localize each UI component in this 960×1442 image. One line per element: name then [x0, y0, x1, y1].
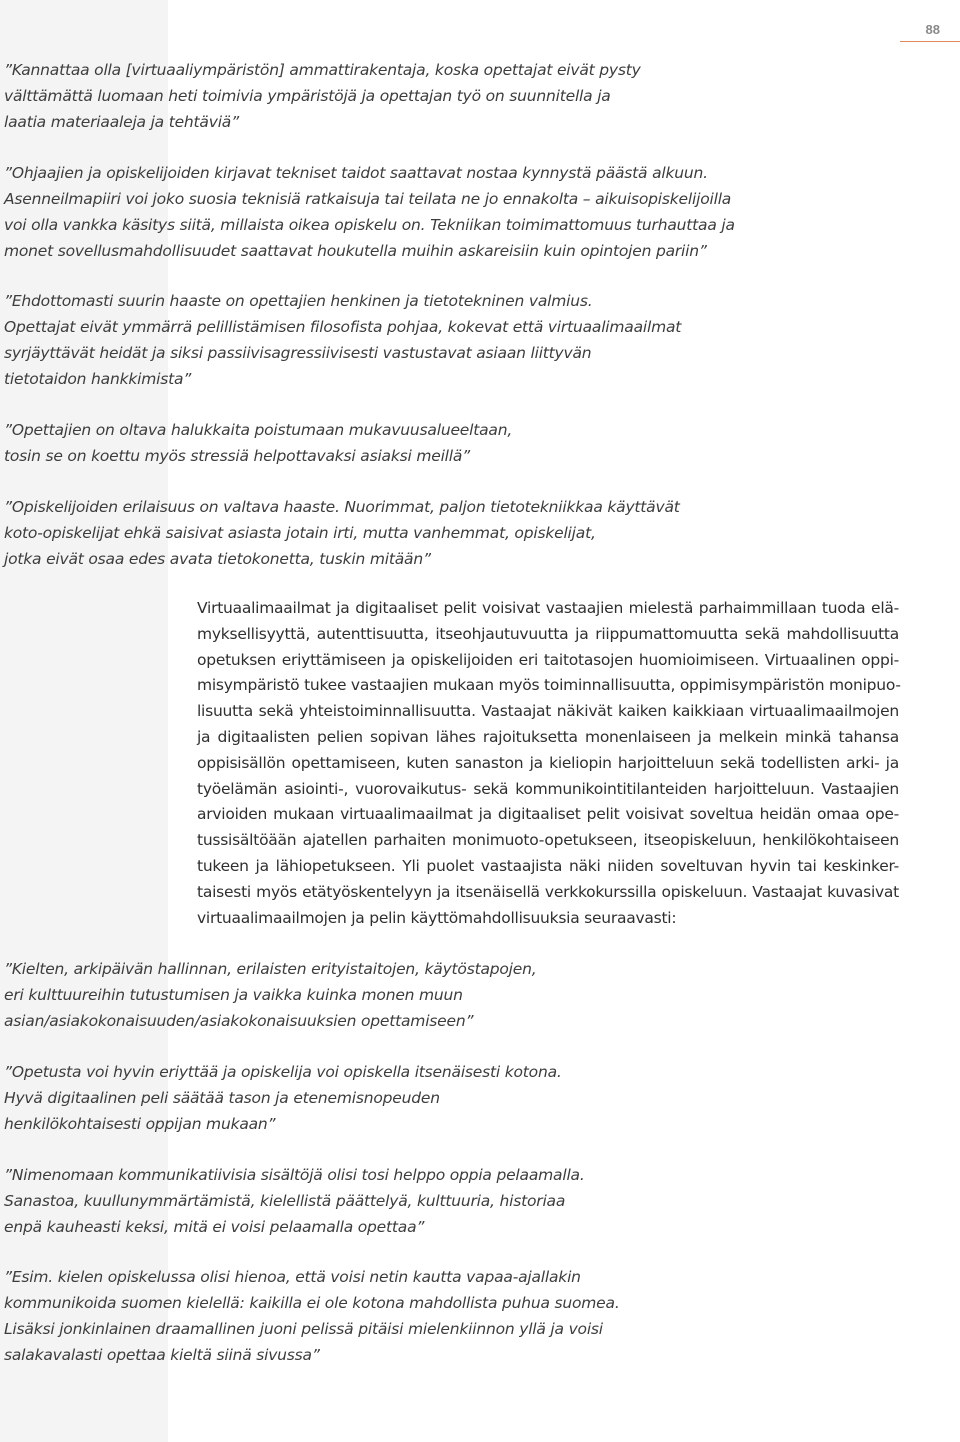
quote-block [4, 1059, 562, 1137]
quote-block [4, 417, 512, 469]
body-line: ja digitaalisten pelien sopivan lähes rajoituksetta monenlaiseen ja melkein minkä tahansa [197, 727, 899, 746]
quote-line: ”Nimenomaan kommunikatiivisia sisältöjä olisi tosi helppo oppia pelaamalla. [4, 1166, 585, 1184]
body-line: työelämän asiointi-, vuorovaikutus- sekä kommunikointitilanteiden harjoitteluun. Vastaajien [197, 779, 899, 798]
quote-line: enpä kauheasti keksi, mitä ei voisi pelaamalla opettaa” [4, 1218, 425, 1236]
quote-line: tietotaidon hankkimista” [4, 370, 192, 388]
page-number-rule [900, 41, 960, 42]
body-line: oppisisällön opettamiseen, kuten sanaston ja kieliopin harjoitteluun sekä todellisten arki- ja [197, 753, 899, 772]
body-paragraph [197, 596, 899, 931]
page-number: 88 [925, 22, 940, 37]
quote-line: syrjäyttävät heidät ja siksi passiivisagressiivisesti vastustavat asiaan liittyvän [4, 344, 592, 362]
quote-line: kommunikoida suomen kielellä: kaikilla ei ole kotona mahdollista puhua suomea. [4, 1294, 620, 1312]
quote-line: ”Kielten, arkipäivän hallinnan, erilaisten erityistaitojen, käytöstapojen, [4, 960, 537, 978]
quote-block [4, 160, 735, 264]
quote-line: välttämättä luomaan heti toimivia ympäristöjä ja opettajan työ on suunnitella ja [4, 87, 611, 105]
quote-line: ”Opetusta voi hyvin eriyttää ja opiskelija voi opiskella itsenäisesti kotona. [4, 1063, 562, 1081]
quote-line: Sanastoa, kuullunymmärtämistä, kielellistä päättelyä, kulttuuria, historiaa [4, 1192, 566, 1210]
quote-line: laatia materiaaleja ja tehtäviä” [4, 113, 239, 131]
quote-block [4, 1264, 620, 1368]
quote-line: asian/asiakokonaisuuden/asiakokonaisuuksien opettamiseen” [4, 1012, 474, 1030]
body-line: tussisältöään ajatellen parhaiten monimuoto-opetukseen, itseopiskeluun, henkilökohtaiseen [197, 831, 899, 850]
quote-line: ”Ohjaajien ja opiskelijoiden kirjavat tekniset taidot saattavat nostaa kynnystä päästä alkuun. [4, 164, 708, 182]
quote-line: ”Esim. kielen opiskelussa olisi hienoa, että voisi netin kautta vapaa-ajallakin [4, 1268, 581, 1286]
quote-line: Hyvä digitaalinen peli säätää tason ja etenemisnopeuden [4, 1089, 440, 1107]
body-line: tukeen ja lähiopetukseen. Yli puolet vastaajista näki niiden soveltuvan hyvin tai keskinker- [197, 856, 899, 875]
quote-line: jotka eivät osaa edes avata tietokonetta, tuskin mitään” [4, 550, 431, 568]
body-line: myksellisyyttä, autenttisuutta, itseohjautuvuutta ja riippumattomuutta sekä mahdollisuutta [197, 624, 899, 643]
quote-line: ”Kannattaa olla [virtuaaliympäristön] ammattirakentaja, koska opettajat eivät pysty [4, 61, 641, 79]
quote-line: voi olla vankka käsitys siitä, millaista oikea opiskelu on. Tekniikan toimimattomuus turhauttaa ja [4, 216, 735, 234]
body-line: lisuutta sekä yhteistoiminnallisuutta. Vastaajat näkivät kaiken kaikkiaan virtuaalimaailmojen [197, 702, 899, 721]
quote-line: Lisäksi jonkinlainen draamallinen juoni pelissä pitäisi mielenkiinnon yllä ja voisi [4, 1320, 603, 1338]
quote-line: salakavalasti opettaa kieltä siinä sivussa” [4, 1346, 320, 1364]
quote-block [4, 288, 681, 392]
quote-line: monet sovellusmahdollisuudet saattavat houkutella muihin askareisiin kuin opintojen pariin” [4, 242, 707, 260]
body-line: virtuaalimaailmojen ja pelin käyttömahdollisuuksia seuraavasti: [197, 908, 677, 927]
quote-line: Asenneilmapiiri voi joko suosia teknisiä ratkaisuja tai teilata ne jo ennakolta – aikuisopiskelijoilla [4, 190, 732, 208]
quote-line: Opettajat eivät ymmärrä pelillistämisen filosofista pohjaa, kokevat että virtuaalimaailmat [4, 318, 682, 336]
quote-line: koto-opiskelijat ehkä saisivat asiasta jotain irti, mutta vanhemmat, opiskelijat, [4, 524, 596, 542]
body-line: arvioiden mukaan virtuaalimaailmat ja digitaaliset pelit voisivat soveltua heidän omaa ope- [197, 805, 899, 824]
quote-block [4, 494, 680, 572]
quote-block [4, 1162, 585, 1240]
body-line: taisesti myös etätyöskentelyyn ja itsenäisellä verkkokurssilla opiskeluun. Vastaajat kuvasivat [197, 882, 899, 901]
quote-line: tosin se on koettu myös stressiä helpottavaksi asiaksi meillä” [4, 447, 471, 465]
body-line: misympäristö tukee vastaajien mukaan myös toiminnallisuutta, oppimisympäristön monipuo- [197, 676, 901, 695]
body-line: opetuksen eriyttämiseen ja opiskelijoiden eri taitotasojen huomioimiseen. Virtuaalinen oppi- [197, 650, 899, 669]
body-line: Virtuaalimaailmat ja digitaaliset pelit voisivat vastaajien mielestä parhaimmillaan tuoda elä- [197, 599, 899, 617]
quote-line: ”Opettajien on oltava halukkaita poistumaan mukavuusalueeltaan, [4, 421, 513, 439]
quote-block [4, 956, 536, 1034]
quote-line: ”Ehdottomasti suurin haaste on opettajien henkinen ja tietotekninen valmius. [4, 292, 593, 310]
quote-block [4, 57, 641, 135]
quote-line: eri kulttuureihin tutustumisen ja vaikka kuinka monen muun [4, 986, 463, 1004]
quote-line: henkilökohtaisesti oppijan mukaan” [4, 1115, 276, 1133]
quote-line: ”Opiskelijoiden erilaisuus on valtava haaste. Nuorimmat, paljon tietotekniikkaa käyttävät [4, 498, 680, 516]
